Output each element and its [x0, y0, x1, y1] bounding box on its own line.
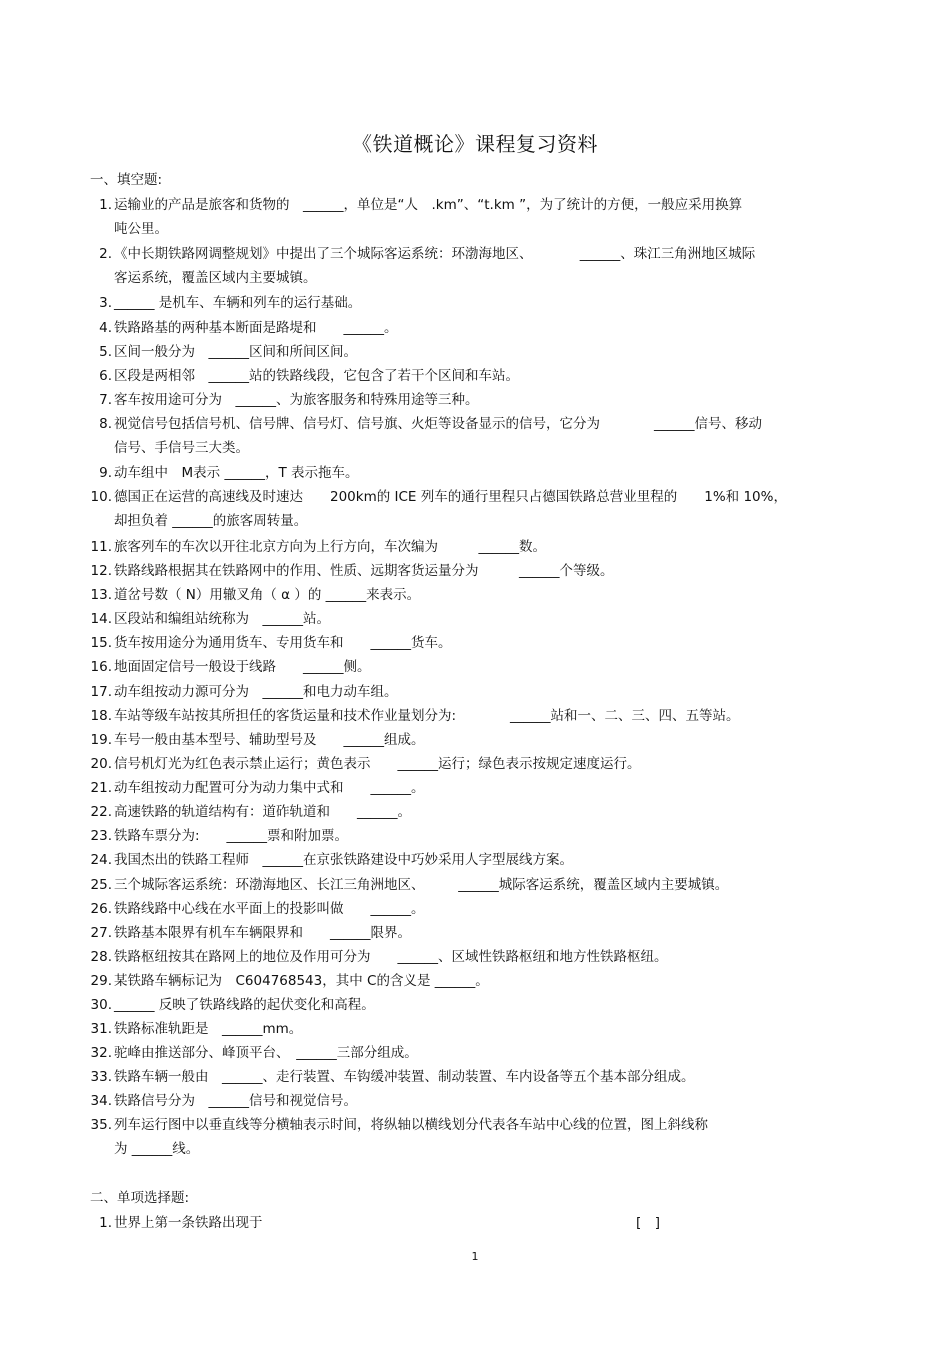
question-text: 《中长期铁路网调整规划》中提出了三个城际客运系统：环渤海地区、 ______、珠江三角洲地区城际 [114, 246, 756, 262]
question-number: 23. [90, 828, 112, 844]
fill-in-question [88, 728, 868, 752]
question-text: 动车组按动力配置可分为动力集中式和 ______。 [114, 780, 425, 796]
question-text: 地面固定信号一般设于线路 ______侧。 [114, 659, 371, 675]
document-title: 《铁道概论》课程复习资料 [352, 132, 598, 156]
question-text: 德国正在运营的高速线及时速达 200km的 ICE 列车的通行里程只占德国铁路总营业里程的 1%和 10%， [114, 489, 787, 505]
question-text: ______ 是机车、车辆和列车的运行基础。 [114, 295, 362, 311]
question-number: 11. [90, 539, 112, 555]
fill-in-question [88, 291, 868, 315]
question-text: 运输业的产品是旅客和货物的 ______，单位是“人 .km”、“t.km ”，为了统计的方便，一般应采用换算 [114, 197, 743, 213]
question-text-continuation: 信号、手信号三大类。 [114, 440, 249, 457]
question-number: 22. [90, 804, 112, 820]
question-number: 21. [90, 780, 112, 796]
question-number: 32. [90, 1045, 112, 1061]
fill-in-question [88, 945, 868, 969]
question-text: 道岔号数（ N）用辙叉角（ α ）的 ______来表示。 [114, 587, 421, 603]
question-text: 信号机灯光为红色表示禁止运行；黄色表示 ______运行；绿色表示按规定速度运行。 [114, 756, 641, 772]
fill-in-question [88, 824, 868, 848]
question-number: 17. [90, 684, 112, 700]
answer-bracket: [ ] [636, 1215, 661, 1231]
question-text: 铁路线路中心线在水平面上的投影叫做 ______。 [114, 901, 425, 917]
question-text: 列车运行图中以垂直线等分横轴表示时间，将纵轴以横线划分代表各车站中心线的位置，图上斜线称 [114, 1117, 708, 1133]
fill-in-question [88, 655, 868, 679]
question-number: 31. [90, 1021, 112, 1037]
question-number: 8. [99, 416, 112, 432]
page-number: 1 [471, 1250, 479, 1263]
fill-in-question [88, 631, 868, 655]
question-text: 区段是两相邻 ______站的铁路线段，它包含了若干个区间和车站。 [114, 368, 519, 384]
question-number: 27. [90, 925, 112, 941]
question-number: 35. [90, 1117, 112, 1133]
question-text: 车站等级车站按其所担任的客货运量和技术作业量划分为: ______站和一、二、三、四、五等站。 [114, 708, 740, 724]
question-number: 26. [90, 901, 112, 917]
question-number: 5. [99, 344, 112, 360]
question-number: 7. [99, 392, 112, 408]
fill-in-question [88, 364, 868, 388]
question-number: 1. [99, 1215, 112, 1231]
fill-in-question [88, 800, 868, 824]
fill-in-question [88, 242, 868, 290]
section-heading-single-choice: 二、单项选择题: [90, 1190, 190, 1206]
fill-in-question [88, 1065, 868, 1089]
fill-in-question [88, 461, 868, 485]
question-text: 某铁路车辆标记为 C604768543，其中 C的含义是 ______。 [114, 973, 489, 989]
question-number: 6. [99, 368, 112, 384]
question-number: 16. [90, 659, 112, 675]
fill-in-question [88, 993, 868, 1017]
question-number: 3. [99, 295, 112, 311]
question-number: 20. [90, 756, 112, 772]
fill-in-question [88, 1017, 868, 1041]
fill-in-question [88, 1089, 868, 1113]
fill-in-question [88, 607, 868, 631]
fill-in-question [88, 535, 868, 559]
question-text: 世界上第一条铁路出现于 [114, 1215, 263, 1231]
fill-in-question [88, 848, 868, 872]
question-text: 动车组按动力源可分为 ______和电力动车组。 [114, 684, 398, 700]
section-heading-fill-in: 一、填空题: [90, 172, 163, 188]
fill-in-question [88, 1113, 868, 1161]
fill-in-question [88, 897, 868, 921]
fill-in-question [88, 485, 868, 533]
fill-in-question [88, 969, 868, 993]
question-text: 三个城际客运系统：环渤海地区、长江三角洲地区、 ______城际客运系统，覆盖区域内主要城镇。 [114, 877, 729, 893]
question-text: 铁路线路根据其在铁路网中的作用、性质、远期客货运量分为 ______个等级。 [114, 563, 614, 579]
fill-in-question [88, 193, 868, 241]
question-text: 铁路枢纽按其在路网上的地位及作用可分为 ______、区域性铁路枢纽和地方性铁路枢纽。 [114, 949, 668, 965]
question-number: 25. [90, 877, 112, 893]
question-number: 28. [90, 949, 112, 965]
question-text: 铁路信号分为 ______信号和视觉信号。 [114, 1093, 357, 1109]
fill-in-question [88, 412, 868, 460]
question-text: 铁路车票分为: ______票和附加票。 [114, 828, 349, 844]
fill-in-question [88, 680, 868, 704]
fill-in-question [88, 704, 868, 728]
question-text-continuation: 为 ______线。 [114, 1141, 200, 1158]
fill-in-question [88, 340, 868, 364]
question-number: 13. [90, 587, 112, 603]
question-text: 区段站和编组站统称为 ______站。 [114, 611, 330, 627]
question-text: 区间一般分为 ______区间和所间区间。 [114, 344, 357, 360]
question-text: 视觉信号包括信号机、信号牌、信号灯、信号旗、火炬等设备显示的信号，它分为 ______信号、移动 [114, 416, 762, 432]
fill-in-question [88, 921, 868, 945]
choice-question [88, 1211, 688, 1231]
question-number: 30. [90, 997, 112, 1013]
question-text: 旅客列车的车次以开往北京方向为上行方向，车次编为 ______数。 [114, 539, 546, 555]
question-text: 动车组中 M表示 ______，T 表示拖车。 [114, 465, 359, 481]
question-number: 34. [90, 1093, 112, 1109]
question-text-continuation: 却担负着 ______的旅客周转量。 [114, 513, 308, 530]
fill-in-question [88, 873, 868, 897]
question-text: ______ 反映了铁路线路的起伏变化和高程。 [114, 997, 375, 1013]
fill-in-question [88, 316, 868, 340]
question-number: 33. [90, 1069, 112, 1085]
fill-in-question [88, 583, 868, 607]
fill-in-question [88, 776, 868, 800]
question-number: 24. [90, 852, 112, 868]
question-text: 货车按用途分为通用货车、专用货车和 ______货车。 [114, 635, 452, 651]
question-text: 铁路基本限界有机车车辆限界和 ______限界。 [114, 925, 411, 941]
question-text: 车号一般由基本型号、辅助型号及 ______组成。 [114, 732, 425, 748]
question-text: 客车按用途可分为 ______、为旅客服务和特殊用途等三种。 [114, 392, 479, 408]
fill-in-question [88, 388, 868, 412]
question-number: 4. [99, 320, 112, 336]
question-text-continuation: 吨公里。 [114, 221, 168, 238]
question-number: 19. [90, 732, 112, 748]
question-number: 29. [90, 973, 112, 989]
question-text: 驼峰由推送部分、峰顶平台、 ______三部分组成。 [114, 1045, 418, 1061]
question-text: 高速铁路的轨道结构有：道砟轨道和 ______。 [114, 804, 411, 820]
question-number: 9. [99, 465, 112, 481]
question-number: 14. [90, 611, 112, 627]
question-text-continuation: 客运系统，覆盖区域内主要城镇。 [114, 270, 317, 287]
question-text: 铁路标准轨距是 ______mm。 [114, 1021, 303, 1037]
question-number: 2. [99, 246, 112, 262]
question-text: 铁路车辆一般由 ______、走行装置、车钩缓冲装置、制动装置、车内设备等五个基本部分组成。 [114, 1069, 695, 1085]
fill-in-question [88, 1041, 868, 1065]
question-number: 1. [99, 197, 112, 213]
question-text: 我国杰出的铁路工程师 ______在京张铁路建设中巧妙采用人字型展线方案。 [114, 852, 573, 868]
fill-in-question [88, 559, 868, 583]
question-number: 12. [90, 563, 112, 579]
question-number: 10. [90, 489, 112, 505]
fill-in-question [88, 752, 868, 776]
question-number: 15. [90, 635, 112, 651]
question-text: 铁路路基的两种基本断面是路堤和 ______。 [114, 320, 398, 336]
question-number: 18. [90, 708, 112, 724]
